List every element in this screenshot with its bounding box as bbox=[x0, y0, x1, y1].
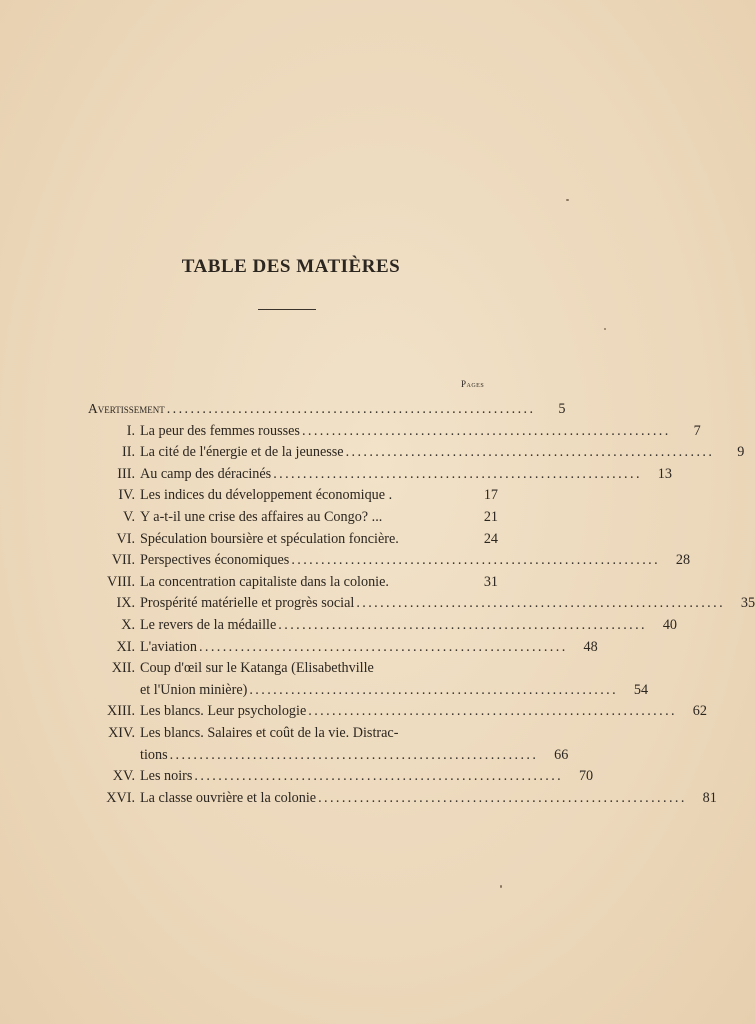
leader-dots: .............................................................. bbox=[166, 401, 536, 417]
toc-entry bbox=[88, 421, 701, 443]
toc-entry-label: Les blancs. Salaires et coût de la vie. Distrac- bbox=[140, 724, 399, 741]
toc-entry-label: La peur des femmes rousses bbox=[140, 422, 300, 439]
toc-entry-label: L'aviation bbox=[140, 638, 197, 655]
leader-dots: .............................................................. bbox=[278, 616, 648, 633]
toc-entry-label: Coup d'œil sur le Katanga (Elisabethville bbox=[140, 660, 374, 677]
toc-entry bbox=[88, 766, 594, 788]
leader-dots: .............................................................. bbox=[345, 444, 715, 461]
leader-dots: .............................................................. bbox=[198, 638, 568, 655]
toc-entry-label: Avertissement bbox=[88, 401, 165, 416]
toc-entry-number: XV. bbox=[112, 768, 135, 785]
toc-entry-page: 35 bbox=[740, 595, 755, 612]
toc-entry bbox=[88, 442, 745, 464]
toc-entry-label: Spéculation boursière et spéculation foncière. bbox=[140, 530, 399, 547]
toc-entry-number: V. bbox=[123, 508, 135, 525]
toc-entry bbox=[88, 637, 598, 659]
leader-dots: .............................................................. bbox=[291, 552, 661, 569]
toc-entry-label: Au camp des déracinés bbox=[140, 465, 272, 482]
toc-entry bbox=[88, 788, 717, 810]
paper-speck bbox=[500, 885, 502, 888]
toc-entry bbox=[88, 723, 498, 745]
toc-entry-number: XI. bbox=[116, 638, 135, 655]
toc-entry-number: VIII. bbox=[107, 573, 135, 590]
leader-dots: .............................................................. bbox=[356, 595, 726, 612]
toc-entry bbox=[88, 485, 498, 507]
toc-entry-page: 62 bbox=[692, 703, 707, 720]
toc-entry-label: La cité de l'énergie et de la jeunesse bbox=[140, 444, 344, 461]
title-rule bbox=[258, 309, 316, 310]
leader-dots: .............................................................. bbox=[194, 768, 564, 785]
toc-entry-label: Perspectives économiques bbox=[140, 552, 290, 569]
toc-entry-number: IV. bbox=[118, 487, 135, 504]
toc-entry-number: X. bbox=[121, 616, 135, 633]
toc-entry-number: XII. bbox=[111, 660, 135, 677]
toc-entry-page: 13 bbox=[657, 465, 672, 482]
toc-entry-page: 7 bbox=[693, 422, 701, 439]
leader-dots: .............................................................. bbox=[169, 746, 539, 763]
toc-entry bbox=[88, 615, 678, 637]
toc-entry-page: 66 bbox=[554, 746, 569, 763]
toc-entry-number: IX. bbox=[116, 595, 135, 612]
toc-entry-label: Les noirs bbox=[140, 768, 193, 785]
toc-entry-page: 40 bbox=[662, 616, 678, 633]
toc-entry-page: 5 bbox=[558, 401, 566, 417]
leader-dots: .............................................................. bbox=[301, 422, 671, 439]
toc-entry-label: Les indices du développement économique . bbox=[140, 487, 393, 504]
leader-dots: .............................................................. bbox=[273, 465, 642, 482]
toc-entry bbox=[88, 593, 755, 615]
toc-entry bbox=[88, 464, 672, 486]
toc-entry-page: 48 bbox=[583, 638, 598, 655]
toc-entry-label: Les blancs. Leur psychologie bbox=[140, 703, 307, 720]
toc-entry-number: XIV. bbox=[108, 724, 135, 741]
toc-entry-label-line2: et l'Union minière) bbox=[140, 681, 248, 698]
toc-entry-page: 17 bbox=[483, 487, 498, 504]
leader-dots: .............................................................. bbox=[318, 789, 687, 806]
leader-dots: .............................................................. bbox=[308, 703, 677, 720]
toc-entry-page: 54 bbox=[633, 681, 649, 698]
toc-entry-page: 81 bbox=[702, 789, 717, 806]
toc-entry-label: Y a-t-il une crise des affaires au Congo? ... bbox=[140, 508, 383, 525]
toc-entry-continuation bbox=[88, 680, 649, 702]
pages-column-header: Pages bbox=[461, 379, 485, 389]
toc-entry-label-line2: tions bbox=[140, 746, 168, 763]
table-of-contents bbox=[88, 398, 755, 809]
toc-entry-page: 70 bbox=[578, 768, 594, 785]
toc-entry bbox=[88, 550, 691, 572]
toc-entry-page: 24 bbox=[483, 530, 498, 547]
leader-dots: .............................................................. bbox=[249, 681, 619, 698]
toc-entry bbox=[88, 701, 707, 723]
toc-entry-label: La classe ouvrière et la colonie bbox=[140, 789, 317, 806]
toc-entry-page: 28 bbox=[675, 552, 691, 569]
toc-entry-page: 21 bbox=[483, 508, 498, 525]
toc-entry bbox=[88, 507, 498, 529]
toc-entry-continuation bbox=[88, 745, 569, 767]
toc-entry-number: I. bbox=[126, 422, 135, 439]
toc-entry bbox=[88, 658, 498, 680]
toc-entry-label: Le revers de la médaille bbox=[140, 616, 277, 633]
toc-entry-label: Prospérité matérielle et progrès social bbox=[140, 595, 355, 612]
toc-entry-page: 9 bbox=[737, 444, 745, 461]
paper-speck bbox=[566, 199, 569, 201]
toc-entry bbox=[88, 529, 498, 551]
toc-entry-number: XVI. bbox=[106, 789, 135, 806]
toc-entry-number: III. bbox=[117, 465, 135, 482]
page-title: TABLE DES MATIÈRES bbox=[181, 256, 401, 277]
toc-entry-number: VI. bbox=[116, 530, 135, 547]
toc-entry bbox=[88, 572, 498, 594]
toc-entry-number: VII. bbox=[111, 552, 135, 569]
toc-entry-label: La concentration capitaliste dans la colonie. bbox=[140, 573, 389, 590]
paper-speck bbox=[604, 328, 606, 330]
toc-entry bbox=[88, 398, 566, 421]
toc-entry-number: XIII. bbox=[107, 703, 135, 720]
toc-entry-page: 31 bbox=[483, 573, 498, 590]
toc-entry-number: II. bbox=[122, 444, 135, 461]
